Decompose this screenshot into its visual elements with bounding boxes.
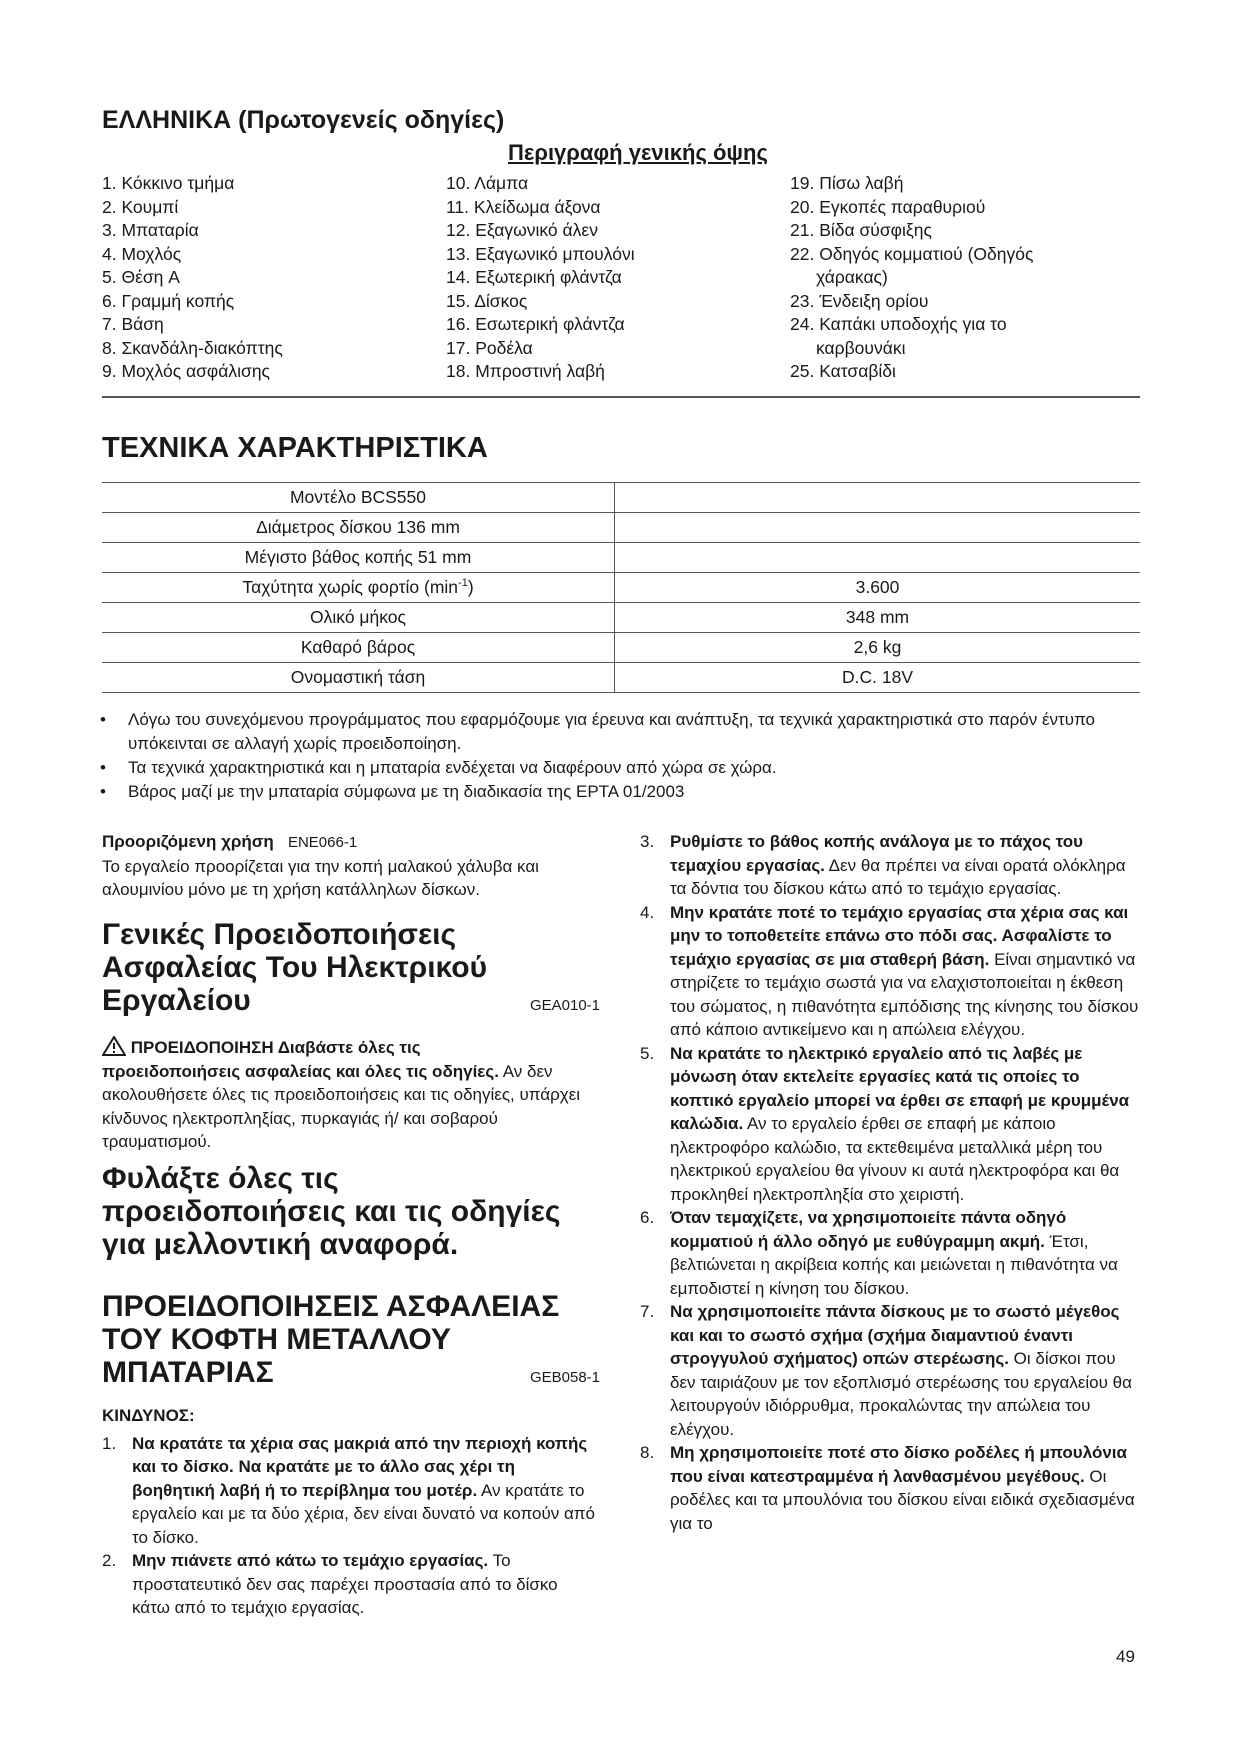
- item-body: [670, 1300, 1140, 1441]
- list-item: [102, 1549, 600, 1620]
- item-number: 1.: [102, 1433, 117, 1453]
- item-bold: Να κρατάτε τα χέρια σας μακριά από την περιοχή κοπής και το δίσκο. Να κρατάτε με το άλλο σας χέρι τη βοηθητική λαβή ή το περίβλημα του μοτέρ.: [132, 1433, 588, 1500]
- part-item: 6. Γραμμή κοπής: [102, 290, 235, 311]
- spec-label-sup: -1: [458, 577, 468, 590]
- spec-label: Καθαρό βάρος: [102, 633, 615, 663]
- item-number: 4.: [640, 902, 655, 922]
- part-item: 11. Κλείδωμα άξονα: [446, 196, 601, 217]
- part-item: 13. Εξαγωνικό μπουλόνι: [446, 243, 635, 264]
- section-code: GEA010-1: [529, 997, 600, 1014]
- spec-label: Ονομαστική τάση: [102, 663, 615, 693]
- heading-line: ΤΟΥ ΚΟΦΤΗ ΜΕΤΑΛΛΟΥ: [102, 1323, 451, 1356]
- heading-line: ΠΡΟΕΙΔΟΠΟΙΗΣΕΙΣ ΑΣΦΑΛΕΙΑΣ: [102, 1290, 560, 1323]
- item-bold: Να κρατάτε το ηλεκτρικό εργαλείο από τις λαβές με μόνωση όταν εκτελείτε εργασίες κατά τις οποίες το κοπτικό εργαλείο μπορεί να έρθει σε επαφή με κρυμμένα καλώδια.: [670, 1043, 1130, 1133]
- list-item: [100, 780, 1140, 804]
- part-item: 22. Οδηγός κομματιού (Οδηγός: [790, 243, 1034, 264]
- part-item: 15. Δίσκος: [446, 290, 528, 311]
- part-item: χάρακας): [816, 267, 888, 287]
- list-item: [640, 1042, 1140, 1207]
- item-bold: Μη χρησιμοποιείτε ποτέ στο δίσκο ροδέλες ή μπουλόνια που είναι κατεστραμμένα ή λανθασμένου μεγέθους.: [670, 1443, 1127, 1486]
- item-number: 7.: [640, 1302, 655, 1321]
- spec-label: Μέγιστο βάθος κοπής 51 mm: [102, 543, 615, 573]
- item-text: Αν το εργαλείο έρθει σε επαφή με κάποιο ηλεκτροφόρο καλώδιο, τα εκτεθειμένα μεταλλικά μέρη του ηλεκτρικού εργαλείου θα γίνουν κι αυτά ηλεκτροφόρα και θα προκληθεί ηλεκτροπληξία στο χειριστή.: [670, 1114, 1120, 1204]
- spec-label-end: ): [467, 577, 474, 597]
- heading-row: [102, 1356, 600, 1394]
- part-item: 24. Καπάκι υποδοχής για το: [790, 314, 1007, 334]
- section-heading: [102, 918, 600, 1022]
- part-item: 14. Εξωτερική φλάντζα: [446, 267, 622, 287]
- part-item: 5. Θέση A: [102, 267, 180, 287]
- spec-value: D.C. 18V: [615, 663, 1141, 693]
- spec-value: [615, 543, 1141, 573]
- spec-value: 348 mm: [615, 603, 1141, 633]
- note-text: Βάρος μαζί με την μπαταρία σύμφωνα με τη διαδικασία της EPTA 01/2003: [128, 782, 685, 801]
- part-item: 2. Κουμπί: [102, 196, 179, 217]
- table-row: [102, 603, 1140, 633]
- item-body: [670, 1441, 1140, 1535]
- list-item: [640, 1206, 1140, 1300]
- item-body: [132, 1549, 600, 1620]
- danger-label: [102, 1404, 600, 1428]
- danger-text: ΚΙΝΔΥΝΟΣ:: [102, 1406, 195, 1425]
- item-body: [670, 1042, 1140, 1207]
- divider: [102, 396, 1140, 398]
- item-text: Έτσι, βελτιώνεται η ακρίβεια κοπής και μειώνεται η πιθανότητα να εμποδιστεί η κίνηση του δίσκου.: [670, 1231, 1118, 1298]
- section-code: GEB058-1: [529, 1369, 600, 1386]
- heading-line: Εργαλείου: [102, 984, 251, 1017]
- bullet-icon: •: [100, 710, 106, 729]
- item-text: Το προστατευτικό δεν σας παρέχει προστασία από το δίσκο κάτω από το τεμάχιο εργασίας.: [132, 1551, 558, 1617]
- part-item: καρβουνάκι: [816, 337, 906, 358]
- item-bold: Να χρησιμοποιείτε πάντα δίσκους με το σωστό μέγεθος και και το σωστό σχήμα (σχήμα διαμαντιού έναντι στρογγυλού σχήματος) οπών στερέωσης.: [670, 1302, 1120, 1368]
- parts-column-3: [790, 172, 1033, 384]
- heading-line: Γενικές Προειδοποιήσεις: [102, 918, 457, 951]
- table-row: [102, 663, 1140, 693]
- item-number: 8.: [640, 1443, 655, 1462]
- table-row: [102, 543, 1140, 573]
- heading-line: Ασφαλείας Του Ηλεκτρικού: [102, 951, 488, 984]
- list-item: [100, 756, 1140, 780]
- note-text: Τα τεχνικά χαρακτηριστικά και η μπαταρία ενδέχεται να διαφέρουν από χώρα σε χώρα.: [128, 758, 777, 777]
- parts-column-1: [102, 172, 283, 384]
- item-body: [670, 901, 1140, 1042]
- part-item: 19. Πίσω λαβή: [790, 173, 904, 193]
- list-item: [640, 1441, 1140, 1535]
- spec-value: 2,6 kg: [615, 633, 1141, 663]
- spec-label: Διάμετρος δίσκου 136 mm: [102, 513, 615, 543]
- bullet-icon: •: [100, 782, 106, 801]
- part-item: 23. Ένδειξη ορίου: [790, 290, 929, 311]
- page-number: 49: [1116, 1647, 1135, 1666]
- heading-line: Φυλάξτε όλες τις: [102, 1162, 339, 1195]
- part-item: 18. Μπροστινή λαβή: [446, 361, 605, 381]
- overview-title: Περιγραφή γενικής όψης: [508, 140, 768, 165]
- danger-list-left: [102, 1432, 600, 1620]
- warning-text: Αν δεν ακολουθήσετε όλες τις προειδοποιήσεις και τις οδηγίες, υπάρχει κίνδυνος ηλεκτροπληξίας, πυρκαγιάς ή/ και σοβαρού τραυματισμού.: [102, 1061, 581, 1151]
- heading-row: [102, 984, 600, 1022]
- spec-label: Ολικό μήκος: [102, 603, 615, 633]
- list-item: [100, 708, 1140, 756]
- part-item: 10. Λάμπα: [446, 173, 529, 193]
- item-text: Αν κρατάτε το εργαλείο και με τα δύο χέρια, δεν είναι δυνατό να κοπούν από το δίσκο.: [132, 1480, 595, 1547]
- warning-paragraph: [102, 1036, 600, 1154]
- item-number: 5.: [640, 1043, 655, 1063]
- intended-use-title: Προοριζόμενη χρήση: [102, 832, 274, 851]
- note-text: Λόγω του συνεχόμενου προγράμματος που εφαρμόζουμε για έρευνα και ανάπτυξη, τα τεχνικά χαρακτηριστικά στο παρόν έντυπο υπόκεινται σε αλλαγή χωρίς προειδοποίηση.: [128, 710, 1096, 753]
- item-body: [132, 1432, 600, 1550]
- spec-label: [102, 573, 615, 603]
- item-body: [670, 1206, 1140, 1300]
- item-text: Οι ροδέλες και τα μπουλόνια του δίσκου είναι ειδικά σχεδιασμένα για το: [670, 1466, 1135, 1533]
- part-item: 8. Σκανδάλη-διακόπτης: [102, 337, 283, 358]
- table-row: [102, 513, 1140, 543]
- item-body: [670, 830, 1140, 901]
- bullet-icon: •: [100, 758, 106, 777]
- table-row: [102, 633, 1140, 663]
- general-warnings-section: [102, 918, 600, 1154]
- part-item: 20. Εγκοπές παραθυριού: [790, 196, 986, 217]
- warning-triangle-icon: [102, 1038, 126, 1057]
- tech-specs-title: ΤΕΧΝΙΚΑ ΧΑΡΑΚΤΗΡΙΣΤΙΚΑ: [102, 432, 488, 464]
- item-number: 2.: [102, 1551, 117, 1570]
- item-bold: Όταν τεμαχίζετε, να χρησιμοποιείτε πάντα οδηγό κομματιού ή άλλο οδηγό με ευθύγραμμη ακμή.: [670, 1208, 1067, 1251]
- intended-use-text: Το εργαλείο προορίζεται για την κοπή μαλακού χάλυβα και αλουμινίου μόνο με τη χρήση κατάλληλων δίσκων.: [102, 856, 539, 899]
- spec-label-text: Ταχύτητα χωρίς φορτίο (min: [242, 577, 459, 597]
- part-item: 4. Μοχλός: [102, 243, 182, 264]
- part-item: 21. Βίδα σύσφιξης: [790, 220, 932, 240]
- part-item: 3. Μπαταρία: [102, 220, 199, 240]
- spec-value: 3.600: [615, 573, 1141, 603]
- section-heading: [102, 1290, 600, 1394]
- list-item: [640, 1300, 1140, 1441]
- item-text: Δεν θα πρέπει να είναι ορατά ολόκληρα τα δόντια του δίσκου κάτω από το τεμάχιο εργασίας.: [670, 855, 1126, 898]
- list-item: [640, 830, 1140, 901]
- part-item: 25. Κατσαβίδι: [790, 361, 896, 381]
- item-bold: Μην κρατάτε ποτέ το τεμάχιο εργασίας στα χέρια σας και μην το τοποθετείτε επάνω στο πόδι σας. Ασφαλίστε το τεμάχιο εργασίας σε μια σταθερή βάση.: [670, 902, 1129, 969]
- list-item: [640, 901, 1140, 1042]
- parts-column-2: [446, 172, 635, 384]
- warning-bold: ΠΡΟΕΙΔΟΠΟΙΗΣΗ Διαβάστε όλες τις: [130, 1038, 421, 1057]
- heading-line: ΜΠΑΤΑΡΙΑΣ: [102, 1356, 274, 1389]
- specs-table: [102, 482, 1140, 693]
- language-title: ΕΛΛΗΝΙΚΑ (Πρωτογενείς οδηγίες): [102, 106, 505, 134]
- spec-value: [615, 483, 1141, 513]
- heading-line: για μελλοντική αναφορά.: [102, 1228, 459, 1261]
- part-item: 7. Βάση: [102, 314, 164, 334]
- battery-cutter-section: [102, 1290, 600, 1620]
- item-bold: Μην πιάνετε από κάτω το τεμάχιο εργασίας.: [132, 1551, 489, 1570]
- heading-line: προειδοποιήσεις και τις οδηγίες: [102, 1195, 561, 1228]
- part-item: 12. Εξαγωνικό άλεν: [446, 220, 598, 240]
- part-item: 16. Εσωτερική φλάντζα: [446, 314, 625, 334]
- item-number: 6.: [640, 1208, 655, 1227]
- section-code: ENE066-1: [287, 834, 358, 851]
- part-item: 9. Μοχλός ασφάλισης: [102, 361, 270, 381]
- keep-instructions-heading: [102, 1162, 600, 1261]
- intended-use-section: [102, 830, 600, 902]
- item-text: Οι δίσκοι που δεν ταιριάζουν με τον εξοπλισμό στερέωσης του εργαλείου θα λειτουργούν ιδιόρρυθμα, προκαλώντας την απώλεια του ελέγχου.: [670, 1349, 1132, 1439]
- part-item: 17. Ροδέλα: [446, 337, 533, 358]
- table-row: [102, 483, 1140, 513]
- spec-label: Μοντέλο BCS550: [102, 483, 615, 513]
- item-bold: Ρυθμίστε το βάθος κοπής ανάλογα με το πάχος του τεμαχίου εργασίας.: [670, 832, 1084, 875]
- danger-list-right: [640, 830, 1140, 1535]
- warning-bold: προειδοποιήσεις ασφαλείας και όλες τις οδηγίες.: [102, 1061, 499, 1081]
- table-row: [102, 573, 1140, 603]
- item-number: 3.: [640, 832, 655, 851]
- spec-notes: [100, 708, 1140, 804]
- list-item: [102, 1432, 600, 1550]
- item-text: Είναι σημαντικό να στηρίζετε το τεμάχιο σωστά για να ελαχιστοποιείται η έκθεση του σώματος, η πιθανότητα εμπόδισης της κίνησης του δίσκου από κάποιο αντικείμενο και η απώλεια ελέγχου.: [670, 949, 1139, 1039]
- part-item: 1. Κόκκινο τμήμα: [102, 173, 235, 193]
- spec-value: [615, 513, 1141, 543]
- intended-use-heading: [102, 830, 600, 855]
